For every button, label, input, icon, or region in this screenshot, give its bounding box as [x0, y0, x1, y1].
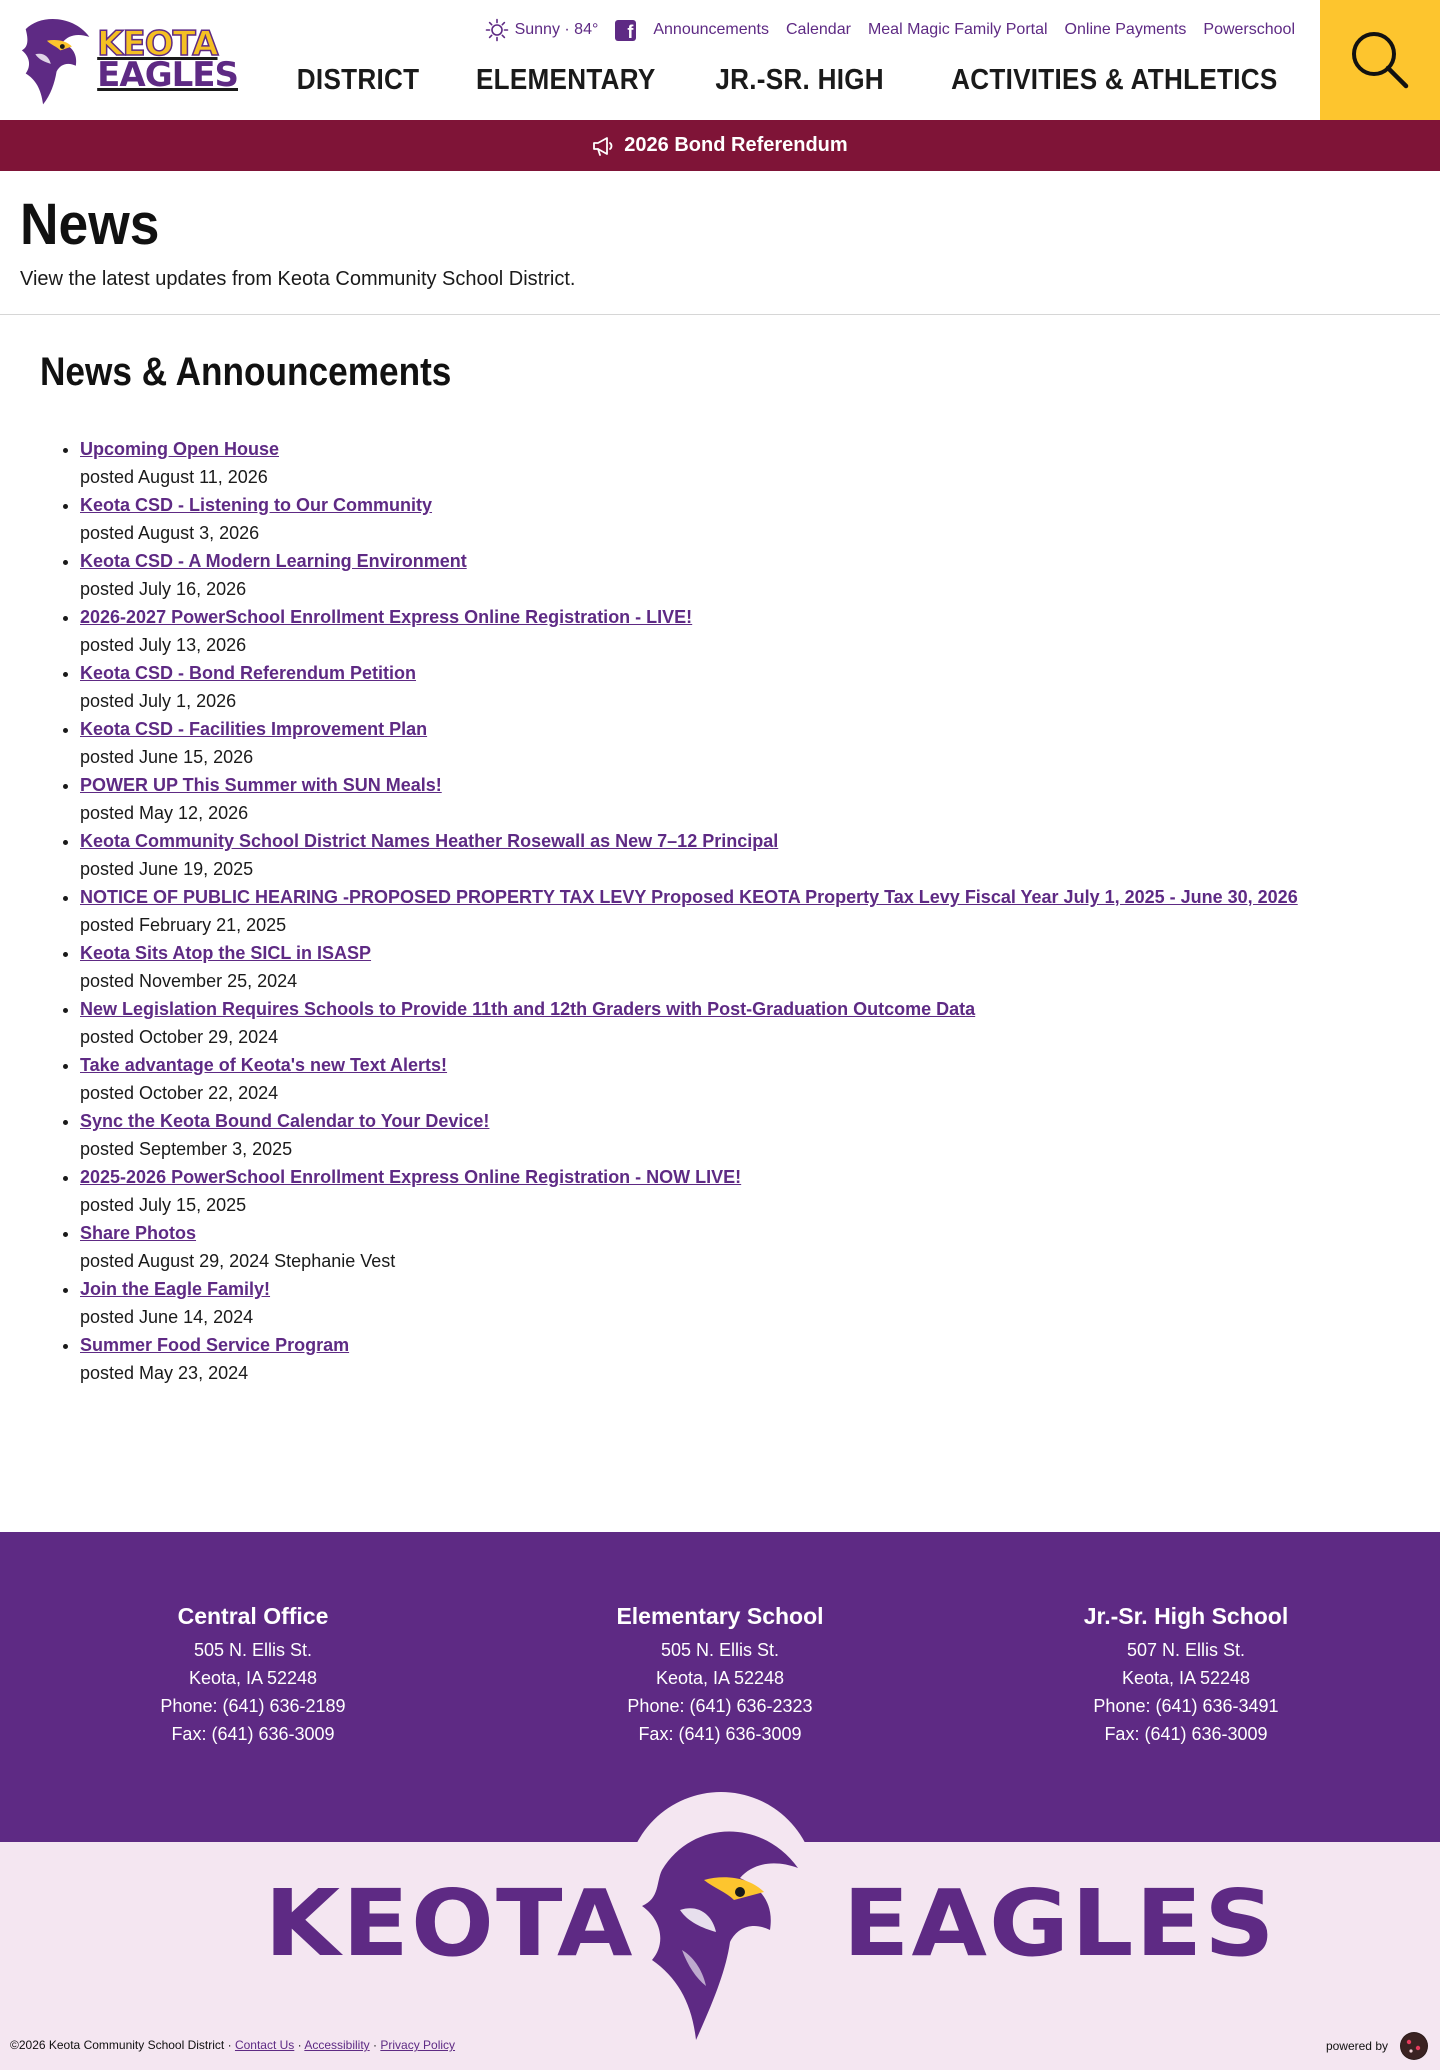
powered-by[interactable]: [1326, 2032, 1428, 2060]
footer-elementary-school: [520, 1602, 920, 1748]
news-list: [80, 435, 1298, 1387]
logo-line-eagles: EAGLES: [97, 55, 238, 95]
section-title: News & Announcements: [40, 350, 452, 394]
news-date: posted June 14, 2024: [80, 1307, 254, 1327]
news-date: posted July 15, 2025: [80, 1195, 247, 1215]
news-date: posted July 13, 2026: [80, 635, 247, 655]
utility-link-meal-magic[interactable]: Meal Magic Family Portal: [867, 21, 1048, 38]
contact-us-link[interactable]: Contact Us: [234, 2038, 295, 2052]
news-date: posted May 12, 2026: [80, 803, 249, 823]
list-item: [80, 883, 1298, 939]
news-link[interactable]: POWER UP This Summer with SUN Meals!: [80, 775, 442, 795]
list-item: [80, 995, 1298, 1051]
news-date: posted June 15, 2026: [80, 747, 254, 767]
footer-fax: Fax: (641) 636-3009: [171, 1724, 335, 1744]
list-item: [80, 1219, 1298, 1275]
news-link[interactable]: NOTICE OF PUBLIC HEARING -PROPOSED PROPERTY TAX LEVY Proposed KEOTA Property Tax Levy Fiscal Year July 1, 2025 - June 30, 2026: [80, 887, 1298, 907]
page-header: [0, 171, 1440, 315]
footer-central-office: [53, 1602, 453, 1748]
copyright-text: ©2026 Keota Community School District ·: [10, 2038, 232, 2052]
list-item: [80, 659, 1298, 715]
footer-column-title: Jr.-Sr. High School: [1083, 1603, 1289, 1629]
footer-phone[interactable]: Phone: (641) 636-2323: [627, 1696, 813, 1716]
footer-legal: ©2026 Keota Community School District · Contact Us · Accessibility · Privacy Policy: [10, 2038, 456, 2052]
eagle-icon: [18, 10, 93, 110]
main-nav: [290, 64, 1296, 97]
site-header: [0, 0, 1440, 120]
list-item: [80, 491, 1298, 547]
facebook-icon[interactable]: f: [615, 20, 636, 41]
list-item: [80, 1331, 1298, 1387]
footer-phone[interactable]: Phone: (641) 636-3491: [1093, 1696, 1279, 1716]
footer-city: Keota, IA 52248: [1121, 1668, 1251, 1688]
list-item: [80, 939, 1298, 995]
search-icon: [1348, 28, 1412, 92]
powered-by-label: powered by: [1325, 2039, 1388, 2053]
list-item: [80, 1107, 1298, 1163]
utility-link-online-payments[interactable]: Online Payments: [1064, 21, 1187, 38]
vendor-logo-icon: [1400, 2032, 1428, 2060]
footer-jr-sr-high-school: [986, 1602, 1386, 1748]
news-link[interactable]: Keota CSD - A Modern Learning Environment: [80, 551, 467, 571]
news-link[interactable]: Summer Food Service Program: [80, 1335, 350, 1355]
news-link[interactable]: Take advantage of Keota's new Text Alerts!: [80, 1055, 448, 1075]
news-link[interactable]: Share Photos: [80, 1223, 197, 1243]
news-link[interactable]: 2026-2027 PowerSchool Enrollment Express Online Registration - LIVE!: [80, 607, 693, 627]
news-date: posted August 11, 2026: [80, 467, 268, 487]
list-item: [80, 827, 1298, 883]
accessibility-link[interactable]: Accessibility: [304, 2038, 370, 2052]
weather-widget: [485, 18, 599, 42]
weather-text: Sunny · 84°: [514, 21, 599, 38]
list-item: [80, 547, 1298, 603]
nav-activities-athletics[interactable]: ACTIVITIES & ATHLETICS: [951, 64, 1278, 96]
site-logo[interactable]: [18, 10, 238, 110]
news-link[interactable]: Keota CSD - Listening to Our Community: [80, 495, 433, 515]
list-item: [80, 603, 1298, 659]
list-item: [80, 771, 1298, 827]
utility-link-calendar[interactable]: Calendar: [786, 21, 851, 38]
privacy-policy-link[interactable]: Privacy Policy: [380, 2038, 456, 2052]
megaphone-icon: [592, 136, 614, 156]
news-date: posted September 3, 2025: [80, 1139, 293, 1159]
footer-street: 505 N. Ellis St.: [193, 1640, 313, 1660]
news-date: posted November 25, 2024: [80, 971, 298, 991]
news-date: posted July 16, 2026: [80, 579, 247, 599]
footer-street: 507 N. Ellis St.: [1126, 1640, 1246, 1660]
news-link[interactable]: 2025-2026 PowerSchool Enrollment Express Online Registration - NOW LIVE!: [80, 1167, 742, 1187]
news-link[interactable]: Keota Sits Atop the SICL in ISASP: [80, 943, 372, 963]
eagle-icon: [622, 1800, 818, 2050]
footer-brand: [0, 1842, 1440, 2070]
sun-icon: [485, 18, 509, 42]
brand-word-keota: KEOTA: [264, 1870, 635, 1977]
news-date: posted July 1, 2026: [80, 691, 237, 711]
list-item: [80, 435, 1298, 491]
news-link[interactable]: Upcoming Open House: [80, 439, 280, 459]
page-title: News: [20, 192, 160, 257]
list-item: [80, 1163, 1298, 1219]
footer-fax: Fax: (641) 636-3009: [1104, 1724, 1268, 1744]
brand-word-eagles: EAGLES: [842, 1870, 1277, 1977]
utility-link-announcements[interactable]: Announcements: [653, 21, 769, 38]
news-date: posted June 19, 2025: [80, 859, 254, 879]
news-date: posted February 21, 2025: [80, 915, 287, 935]
list-item: [80, 1275, 1298, 1331]
footer-street: 505 N. Ellis St.: [660, 1640, 780, 1660]
news-date: posted August 29, 2024 Stephanie Vest: [80, 1251, 396, 1271]
news-link[interactable]: Join the Eagle Family!: [80, 1279, 271, 1299]
nav-jr-sr-high[interactable]: JR.-SR. HIGH: [715, 64, 884, 96]
logo-line-keota: KEOTA: [97, 24, 218, 65]
news-link[interactable]: Sync the Keota Bound Calendar to Your Device!: [80, 1111, 490, 1131]
news-date: posted October 29, 2024: [80, 1027, 279, 1047]
news-link[interactable]: New Legislation Requires Schools to Provide 11th and 12th Graders with Post-Graduation Outcome Data: [80, 999, 976, 1019]
utility-nav: [485, 18, 1295, 42]
list-item: [80, 1051, 1298, 1107]
nav-district[interactable]: DISTRICT: [297, 64, 420, 96]
page-subtitle: View the latest updates from Keota Community School District.: [20, 268, 576, 290]
utility-link-powerschool[interactable]: Powerschool: [1203, 21, 1295, 38]
footer-column-title: Elementary School: [616, 1603, 824, 1629]
bond-referendum-banner[interactable]: [0, 120, 1440, 171]
list-item: [80, 715, 1298, 771]
footer-fax: Fax: (641) 636-3009: [638, 1724, 802, 1744]
news-date: posted October 22, 2024: [80, 1083, 279, 1103]
news-date: posted August 3, 2026: [80, 523, 260, 543]
footer-phone[interactable]: Phone: (641) 636-2189: [160, 1696, 346, 1716]
footer-city: Keota, IA 52248: [188, 1668, 318, 1688]
footer-column-title: Central Office: [177, 1603, 329, 1629]
banner-label: 2026 Bond Referendum: [624, 134, 848, 156]
news-date: posted May 23, 2024: [80, 1363, 249, 1383]
news-link[interactable]: Keota CSD - Bond Referendum Petition: [80, 663, 417, 683]
search-button[interactable]: [1320, 0, 1440, 120]
nav-elementary[interactable]: ELEMENTARY: [476, 64, 657, 96]
footer-city: Keota, IA 52248: [655, 1668, 785, 1688]
news-link[interactable]: Keota CSD - Facilities Improvement Plan: [80, 719, 428, 739]
news-link[interactable]: Keota Community School District Names Heather Rosewall as New 7–12 Principal: [80, 831, 779, 851]
